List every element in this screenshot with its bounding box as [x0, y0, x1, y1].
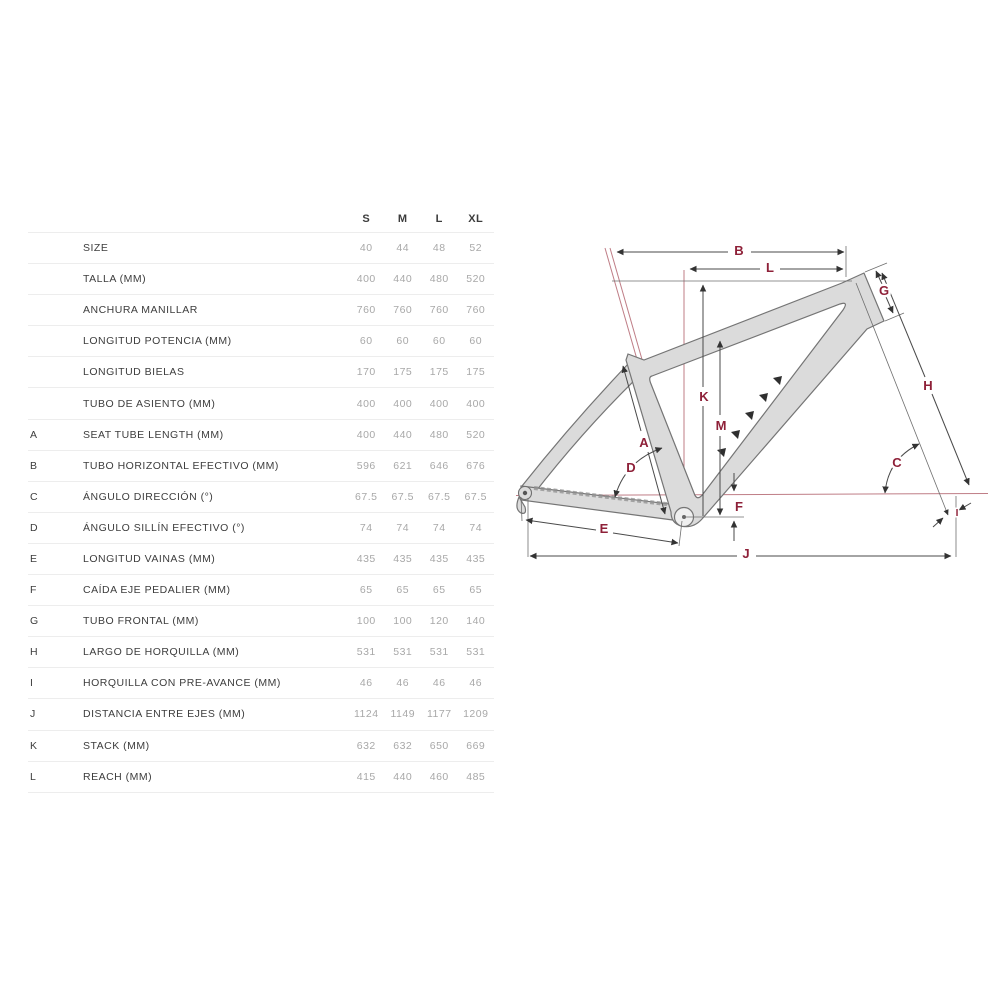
row-value: 1209: [463, 708, 489, 721]
main-triangle: [626, 273, 884, 527]
row-value: 531: [466, 646, 486, 659]
table-row: [28, 419, 494, 450]
dim-label-c: C: [892, 455, 902, 470]
row-letter: C: [30, 490, 39, 503]
table-row: [28, 263, 494, 294]
row-value: 1177: [426, 708, 452, 721]
size-header-xl: XL: [468, 212, 484, 225]
dim-label-d: D: [626, 460, 636, 475]
row-value: 120: [429, 615, 449, 628]
row-value: 40: [359, 242, 373, 255]
dim-label-a: A: [639, 435, 649, 450]
row-value: 170: [356, 366, 376, 379]
row-value: 760: [356, 304, 376, 317]
bike-frame-geometry-diagram: [500, 200, 1000, 590]
row-value: 480: [429, 428, 449, 441]
row-value: 400: [429, 397, 449, 410]
table-row: [28, 543, 494, 574]
table-row: [28, 356, 494, 387]
rear-axle: [523, 491, 527, 495]
row-value: 65: [469, 584, 483, 597]
row-letter: J: [30, 708, 36, 721]
row-value: 440: [393, 273, 413, 286]
row-value: 760: [429, 304, 449, 317]
row-value: 67.5: [391, 490, 414, 503]
row-value: 48: [432, 242, 446, 255]
row-label: TUBO HORIZONTAL EFECTIVO (MM): [83, 459, 279, 472]
row-letter: G: [30, 615, 39, 628]
dim-label-j: J: [742, 546, 750, 561]
table-row: [28, 481, 494, 512]
table-row: [28, 761, 494, 792]
row-value: 632: [356, 739, 376, 752]
row-value: 60: [396, 335, 410, 348]
reference-lines-red: [516, 248, 988, 516]
dim-label-k: K: [699, 389, 709, 404]
row-value: 531: [393, 646, 413, 659]
row-label: LONGITUD BIELAS: [83, 366, 185, 379]
bottom-bracket-center: [682, 515, 686, 519]
row-value: 74: [396, 521, 410, 534]
row-value: 74: [359, 521, 373, 534]
size-header-l: L: [435, 212, 443, 225]
size-header-s: S: [362, 212, 371, 225]
row-value: 435: [356, 552, 376, 565]
row-value: 400: [356, 397, 376, 410]
row-value: 100: [356, 615, 376, 628]
table-row: [28, 574, 494, 605]
row-letter: I: [30, 677, 34, 690]
row-letter: K: [30, 739, 38, 752]
row-value: 400: [466, 397, 486, 410]
table-row: [28, 512, 494, 543]
row-letter: A: [30, 428, 38, 441]
row-label: LONGITUD POTENCIA (MM): [83, 335, 232, 348]
row-value: 520: [466, 273, 486, 286]
row-value: 485: [466, 770, 486, 783]
table-row: [28, 636, 494, 667]
row-letter: H: [30, 646, 39, 659]
row-value: 60: [469, 335, 483, 348]
row-value: 760: [466, 304, 486, 317]
row-value: 46: [469, 677, 483, 690]
row-value: 1124: [353, 708, 379, 721]
row-label: TUBO FRONTAL (MM): [83, 615, 199, 628]
table-row: [28, 294, 494, 325]
row-letter: F: [30, 584, 37, 597]
dim-label-b: B: [734, 243, 744, 258]
row-value: 46: [396, 677, 410, 690]
row-value: 100: [393, 615, 413, 628]
row-label: TALLA (MM): [83, 273, 147, 286]
row-value: 65: [396, 584, 410, 597]
row-value: 67.5: [428, 490, 451, 503]
row-value: 400: [393, 397, 413, 410]
dim-label-m: M: [715, 418, 727, 433]
row-value: 676: [466, 459, 486, 472]
row-value: 65: [432, 584, 446, 597]
size-header-m: M: [397, 212, 408, 225]
row-value: 46: [359, 677, 373, 690]
row-value: 650: [429, 739, 449, 752]
row-label: ÁNGULO DIRECCIÓN (°): [83, 490, 214, 503]
row-value: 46: [432, 677, 446, 690]
table-row: [28, 450, 494, 481]
row-value: 67.5: [464, 490, 487, 503]
row-label: SIZE: [83, 242, 109, 255]
row-value: 531: [356, 646, 376, 659]
row-label: SEAT TUBE LENGTH (MM): [83, 428, 224, 441]
row-value: 74: [469, 521, 483, 534]
row-value: 415: [356, 770, 376, 783]
row-value: 74: [432, 521, 446, 534]
table-row: [28, 325, 494, 356]
row-value: 52: [469, 242, 483, 255]
row-label: REACH (MM): [83, 770, 153, 783]
row-value: 520: [466, 428, 486, 441]
table-row: [28, 730, 494, 761]
table-row: [28, 667, 494, 698]
row-value: 67.5: [355, 490, 378, 503]
dim-label-g: G: [878, 283, 890, 298]
row-value: 632: [393, 739, 413, 752]
table-row: [28, 698, 494, 729]
row-label: STACK (MM): [83, 739, 150, 752]
row-value: 60: [359, 335, 373, 348]
row-letter: E: [30, 552, 38, 565]
table-row: [28, 605, 494, 636]
row-label: DISTANCIA ENTRE EJES (MM): [83, 708, 246, 721]
table-header-row: [28, 205, 494, 232]
row-letter: D: [30, 521, 39, 534]
row-value: 400: [356, 428, 376, 441]
table-row: [28, 387, 494, 418]
row-value: 140: [466, 615, 486, 628]
dim-label-i: I: [955, 508, 959, 519]
row-label: CAÍDA EJE PEDALIER (MM): [83, 584, 231, 597]
row-letter: B: [30, 459, 38, 472]
row-label: HORQUILLA CON PRE-AVANCE (MM): [83, 677, 281, 690]
row-value: 669: [466, 739, 486, 752]
table-rows: [28, 232, 494, 793]
row-value: 60: [432, 335, 446, 348]
row-value: 1149: [390, 708, 416, 721]
row-value: 440: [393, 770, 413, 783]
row-label: LARGO DE HORQUILLA (MM): [83, 646, 240, 659]
row-value: 440: [393, 428, 413, 441]
row-value: 531: [429, 646, 449, 659]
dim-label-f: F: [735, 499, 743, 514]
row-label: ANCHURA MANILLAR: [83, 304, 198, 317]
dim-label-h: H: [923, 378, 933, 393]
row-value: 435: [393, 552, 413, 565]
row-value: 435: [429, 552, 449, 565]
row-label: LONGITUD VAINAS (MM): [83, 552, 216, 565]
row-value: 435: [466, 552, 486, 565]
dim-label-l: L: [766, 260, 774, 275]
table-row: [28, 232, 494, 263]
chain-stay: [521, 486, 688, 522]
row-value: 646: [429, 459, 449, 472]
row-label: TUBO DE ASIENTO (MM): [83, 397, 216, 410]
row-value: 175: [466, 366, 486, 379]
row-letter: L: [30, 770, 37, 783]
row-value: 596: [356, 459, 376, 472]
row-value: 460: [429, 770, 449, 783]
row-value: 480: [429, 273, 449, 286]
row-label: ÁNGULO SILLÍN EFECTIVO (°): [83, 521, 245, 534]
row-value: 175: [429, 366, 449, 379]
row-value: 760: [393, 304, 413, 317]
row-value: 65: [359, 584, 373, 597]
row-value: 175: [393, 366, 413, 379]
dim-label-e: E: [599, 521, 609, 536]
row-value: 44: [396, 242, 410, 255]
row-value: 621: [393, 459, 413, 472]
row-value: 400: [356, 273, 376, 286]
geometry-table: [28, 205, 494, 793]
